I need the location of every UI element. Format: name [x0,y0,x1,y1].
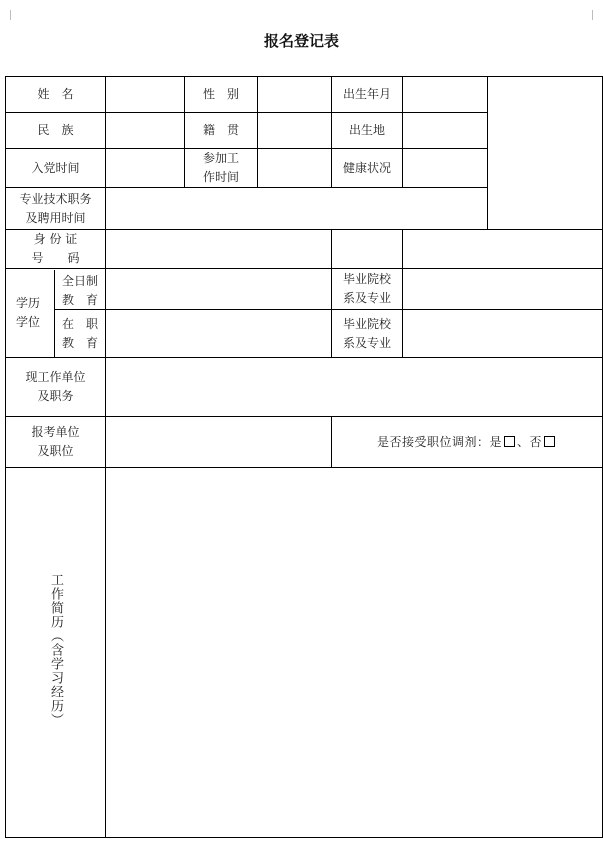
label-current-employer-line2: 及职务 [37,389,74,403]
label-ethnicity: 民 族 [6,113,106,149]
input-ethnicity[interactable] [106,113,185,149]
label-work-start-line2: 作时间 [202,170,239,184]
label-applied-position [6,417,106,468]
form-title: 报名登记表 [263,32,339,50]
blank-cell[interactable] [332,230,403,269]
label-graduate-school-parttime-line1: 毕业院校 [342,316,391,331]
crop-mark-top-right [582,10,593,20]
label-fulltime-line1: 全日制 [61,274,98,288]
label-id-number-line2: 号 码 [31,251,80,265]
input-work-start[interactable] [258,149,332,188]
label-native-place: 籍 贯 [185,113,258,149]
label-id-number [6,230,106,269]
accept-adjustment-cell [332,417,603,468]
accept-no-checkbox[interactable] [544,436,555,447]
label-resume-text: 工作简历（含学习经历） [48,572,63,727]
label-parttime-line1: 在 职 [61,317,98,331]
label-graduate-school-fulltime-line1: 毕业院校 [342,272,391,286]
input-birthplace[interactable] [403,113,488,149]
input-graduate-school-fulltime[interactable] [403,269,603,310]
label-education-line2: 学位 [15,315,40,329]
fulltime-education-cell[interactable] [106,269,332,310]
label-professional-title-line1: 专业技术职务 [19,191,92,206]
label-graduate-school-fulltime [332,269,403,310]
label-graduate-school-parttime-line2: 系及专业 [342,335,391,350]
label-fulltime-education [55,272,105,310]
label-party-date: 入党时间 [6,149,106,188]
parttime-education-cell[interactable] [106,310,332,358]
input-health[interactable] [403,149,488,188]
input-party-date[interactable] [106,149,185,188]
label-parttime-line2: 教 育 [61,336,98,350]
input-applied-position[interactable] [106,417,332,468]
label-birthplace: 出生地 [332,113,403,149]
label-name: 姓 名 [6,77,106,113]
blank-cell-wide[interactable] [403,230,603,269]
education-divider-horizontal [54,309,105,310]
label-id-number-line1: 身 份 证 [33,232,78,246]
label-birth-date: 出生年月 [332,77,403,113]
label-current-employer-line1: 现工作单位 [25,370,86,384]
label-professional-title [6,188,106,230]
accept-separator: 、否 [517,434,543,449]
label-graduate-school-fulltime-line2: 系及专业 [342,291,391,305]
label-health: 健康状况 [332,149,403,188]
label-parttime-education [55,315,105,353]
registration-form-table [5,76,603,838]
label-work-start [185,149,258,188]
crop-mark-top-left [10,10,21,20]
input-resume[interactable] [106,468,603,838]
education-divider-vertical [54,270,55,358]
label-current-employer [6,358,106,417]
photo-area[interactable] [488,77,603,230]
label-work-start-line1: 参加工 [202,151,239,165]
accept-adjustment-label: 是否接受职位调剂：是 [376,434,502,449]
input-gender[interactable] [258,77,332,113]
label-graduate-school-parttime [332,310,403,358]
input-birth-date[interactable] [403,77,488,113]
input-name[interactable] [106,77,185,113]
label-applied-position-line1: 报考单位 [31,425,80,439]
label-professional-title-line2: 及聘用时间 [25,210,86,225]
input-professional-title[interactable] [106,188,488,230]
label-fulltime-line2: 教 育 [61,293,98,307]
input-id-number[interactable] [106,230,332,269]
label-education-line1: 学历 [15,296,40,310]
label-gender: 性 别 [185,77,258,113]
input-current-employer[interactable] [106,358,603,417]
label-resume [6,468,106,838]
input-native-place[interactable] [258,113,332,149]
label-applied-position-line2: 及职位 [37,444,74,458]
accept-yes-checkbox[interactable] [504,436,515,447]
input-graduate-school-parttime[interactable] [403,310,603,358]
